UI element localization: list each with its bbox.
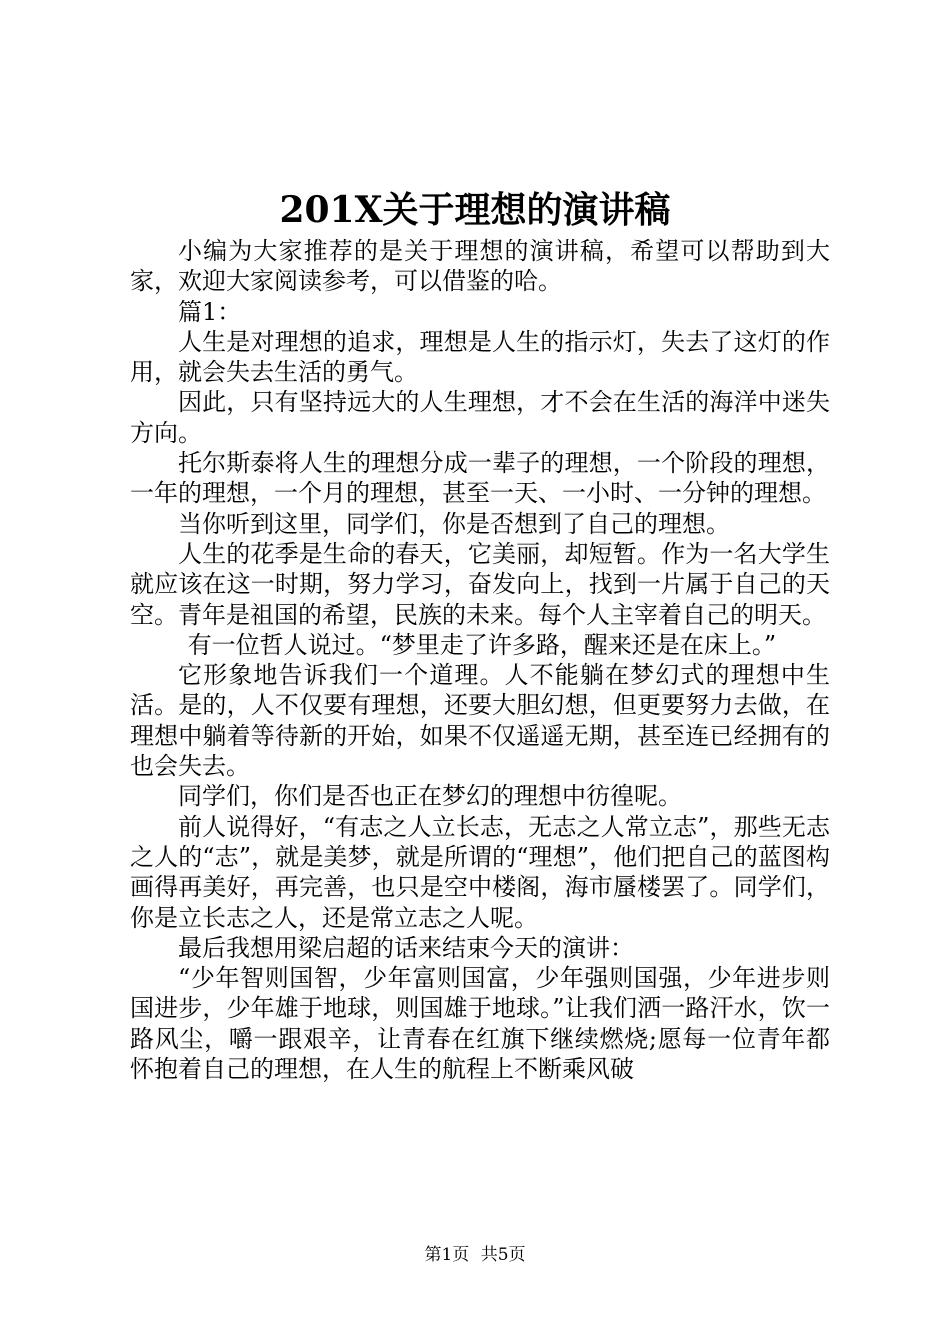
- paragraph-quote: 有一位哲人说过。“梦里走了许多路，醒来还是在床上。”: [187, 630, 777, 659]
- paragraph: 前人说得好，“有志之人立长志，无志之人常立志”，那些无志之人的“志”，就是美梦，就是所谓的“理想”，他们把自己的蓝图构画得再美好，再完善，也只是空中楼阁，海市蜃楼罢了。同学们，你是立长志之人，还是常立志之人呢。: [130, 812, 830, 932]
- paragraph: 最后我想用梁启超的话来结束今天的演讲：: [178, 933, 634, 962]
- document-title: 201X关于理想的演讲稿: [279, 189, 671, 231]
- paragraph: 当你听到这里，同学们，你是否想到了自己的理想。: [178, 509, 730, 538]
- paragraph: 人生的花季是生命的春天，它美丽，却短暂。作为一名大学生就应该在这一时期，努力学习，奋发向上，找到一片属于自己的天空。青年是祖国的希望，民族的未来。每个人主宰着自己的明天。: [130, 539, 830, 629]
- document-body: [130, 236, 830, 1084]
- paragraph: 它形象地告诉我们一个道理。人不能躺在梦幻式的理想中生活。是的，人不仅要有理想，还要大胆幻想，但更要努力去做，在理想中躺着等待新的开始，如果不仅遥遥无期，甚至连已经拥有的也会失去。: [130, 661, 830, 781]
- paragraph: 因此，只有坚持远大的人生理想，才不会在生活的海洋中迷失方向。: [130, 388, 830, 447]
- paragraph: 同学们，你们是否也正在梦幻的理想中彷徨呢。: [178, 782, 682, 811]
- paragraph-section-label: 篇1：: [178, 297, 242, 326]
- paragraph-intro: 小编为大家推荐的是关于理想的演讲稿，希望可以帮助到大家，欢迎大家阅读参考，可以借鉴的哈。: [130, 237, 830, 296]
- page-footer: 第1页 共5页: [424, 1245, 526, 1265]
- paragraph: 人生是对理想的追求，理想是人生的指示灯，失去了这灯的作用，就会失去生活的勇气。: [130, 327, 830, 387]
- paragraph: 托尔斯泰将人生的理想分成一辈子的理想，一个阶段的理想，一年的理想，一个月的理想，甚至一天、一小时、一分钟的理想。: [130, 449, 830, 508]
- paragraph-closing-quote: “少年智则国智，少年富则国富，少年强则国强，少年进步则国进步，少年雄于地球，则国雄于地球。”让我们洒一路汗水，饮一路风尘，嚼一跟艰辛，让青春在红旗下继续燃烧;愿每一位青年都怀抱着自己的理想，在人生的航程上不断乘风破: [130, 964, 830, 1084]
